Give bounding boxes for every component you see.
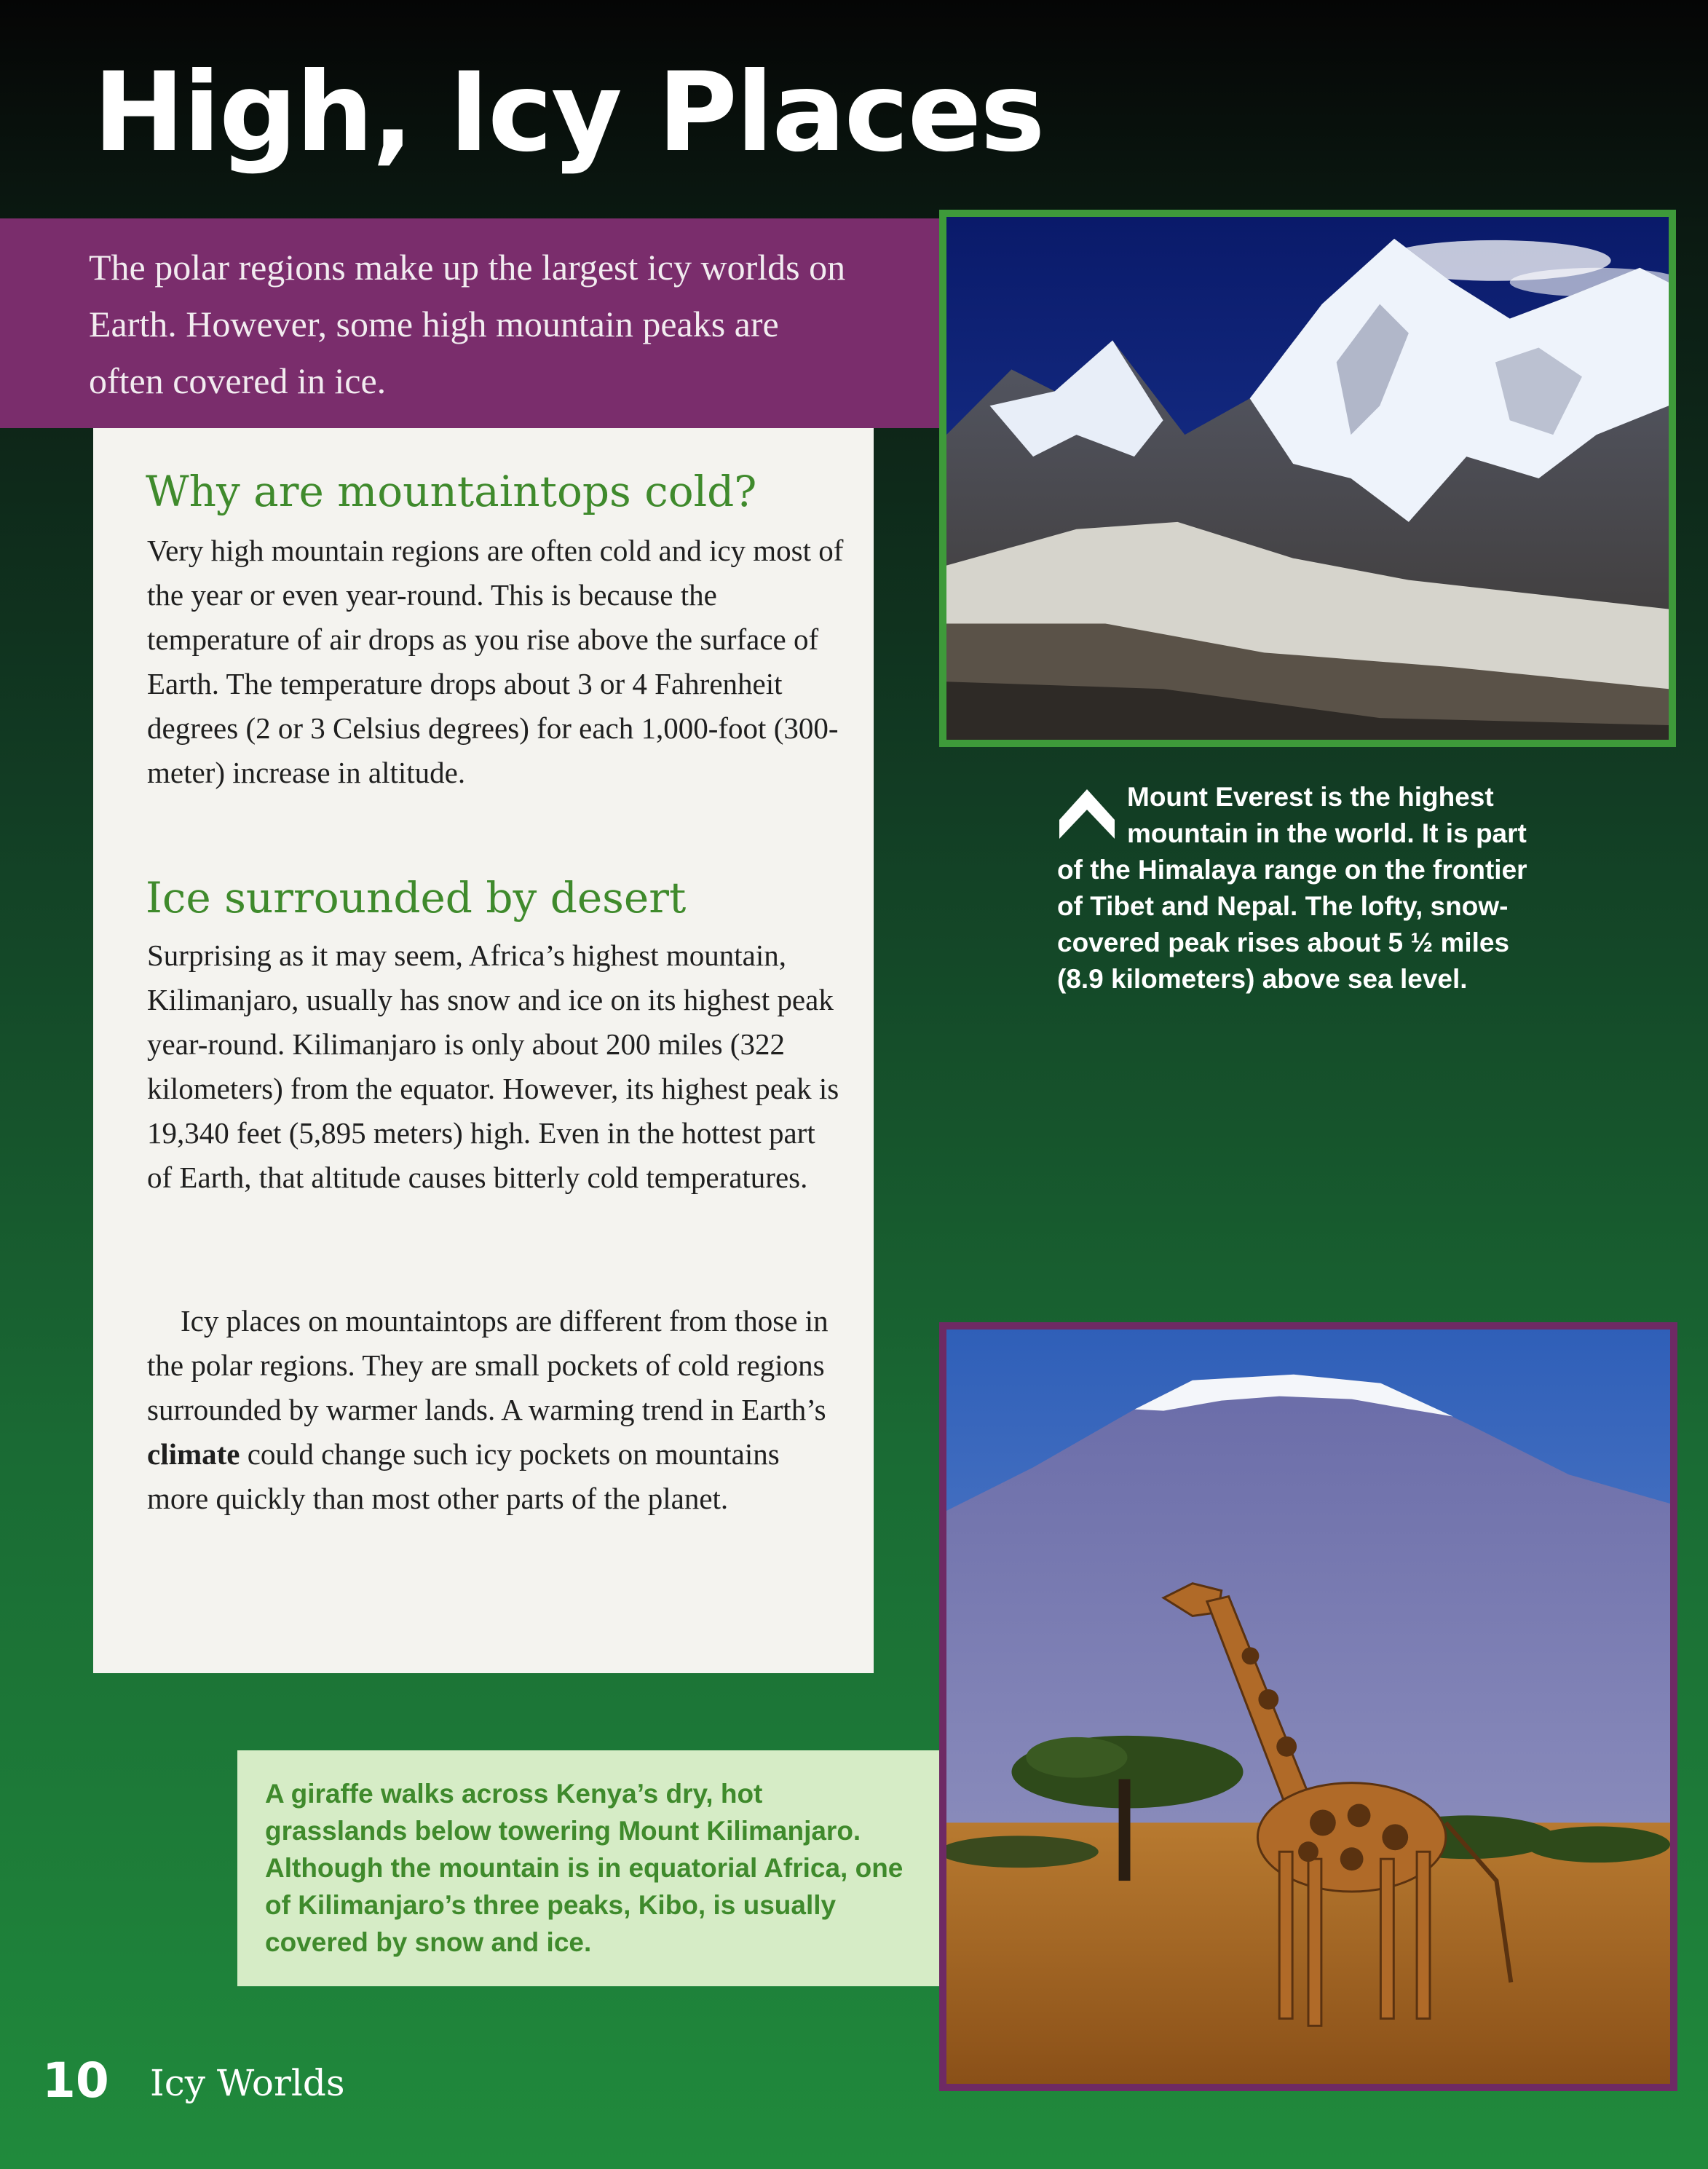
caption-text: Mount Everest is the highest mountain in the world. It is part of the Himalaya range on the frontier of Tibet and Nepal. The lofty, snow-covered peak rises about 5 ½ miles (8.9 kilometers) above sea level.	[1057, 782, 1527, 994]
everest-illustration	[946, 217, 1669, 740]
section-paragraph: Very high mountain regions are often cold and icy most of the year or even year-round. This is because the temperature of air drops as you rise above the surface of Earth. The temperature drops about 3 or 4 Fahrenheit degrees (2 or 3 Celsius degrees) for each 1,000-foot (300-meter) increase in altitude.	[147, 534, 844, 789]
intro-text: The polar regions make up the largest icy worlds on Earth. However, some high mountain peaks are often covered in ice.	[89, 247, 846, 401]
kilimanjaro-caption-box	[237, 1750, 939, 1986]
paragraph-text: could change such icy pockets on mountains more quickly than most other parts of the planet.	[147, 1437, 780, 1515]
section-paragraph: Surprising as it may seem, Africa’s highest mountain, Kilimanjaro, usually has snow and ice on its highest peak year-round. Kilimanjaro is only about 200 miles (322 kilometers) from the equator. However, its highest peak is 19,340 feet (5,895 meters) high. Even in the hottest part of Earth, that altitude causes bitterly cold temperatures.	[147, 939, 839, 1194]
kilimanjaro-caption: A giraffe walks across Kenya’s dry, hot grasslands below towering Mount Kilimanjaro. Although the mountain is in equatorial Africa, one of Kilimanjaro’s three peaks, Kibo, is usually covered by snow and ice.	[265, 1779, 904, 1957]
kilimanjaro-photo	[939, 1322, 1677, 2091]
everest-caption	[1057, 779, 1538, 997]
kilimanjaro-giraffe-illustration	[946, 1330, 1670, 2084]
footer-book-title: Icy Worlds	[150, 2062, 345, 2104]
section-heading-mountaintops: Why are mountaintops cold?	[146, 467, 757, 516]
chevron-up-icon	[1057, 785, 1117, 843]
section-heading-desert: Ice surrounded by desert	[146, 873, 687, 922]
section-paragraph	[147, 1299, 846, 1521]
page-number: 10	[42, 2053, 109, 2109]
page-title: High, Icy Places	[93, 50, 1044, 176]
everest-photo	[939, 210, 1676, 747]
glossary-term-climate[interactable]: climate	[147, 1437, 240, 1471]
paragraph-text: Icy places on mountaintops are different from those in the polar regions. They are small pockets of cold regions surrounded by warmer lands. A warming trend in Earth’s	[147, 1304, 829, 1426]
